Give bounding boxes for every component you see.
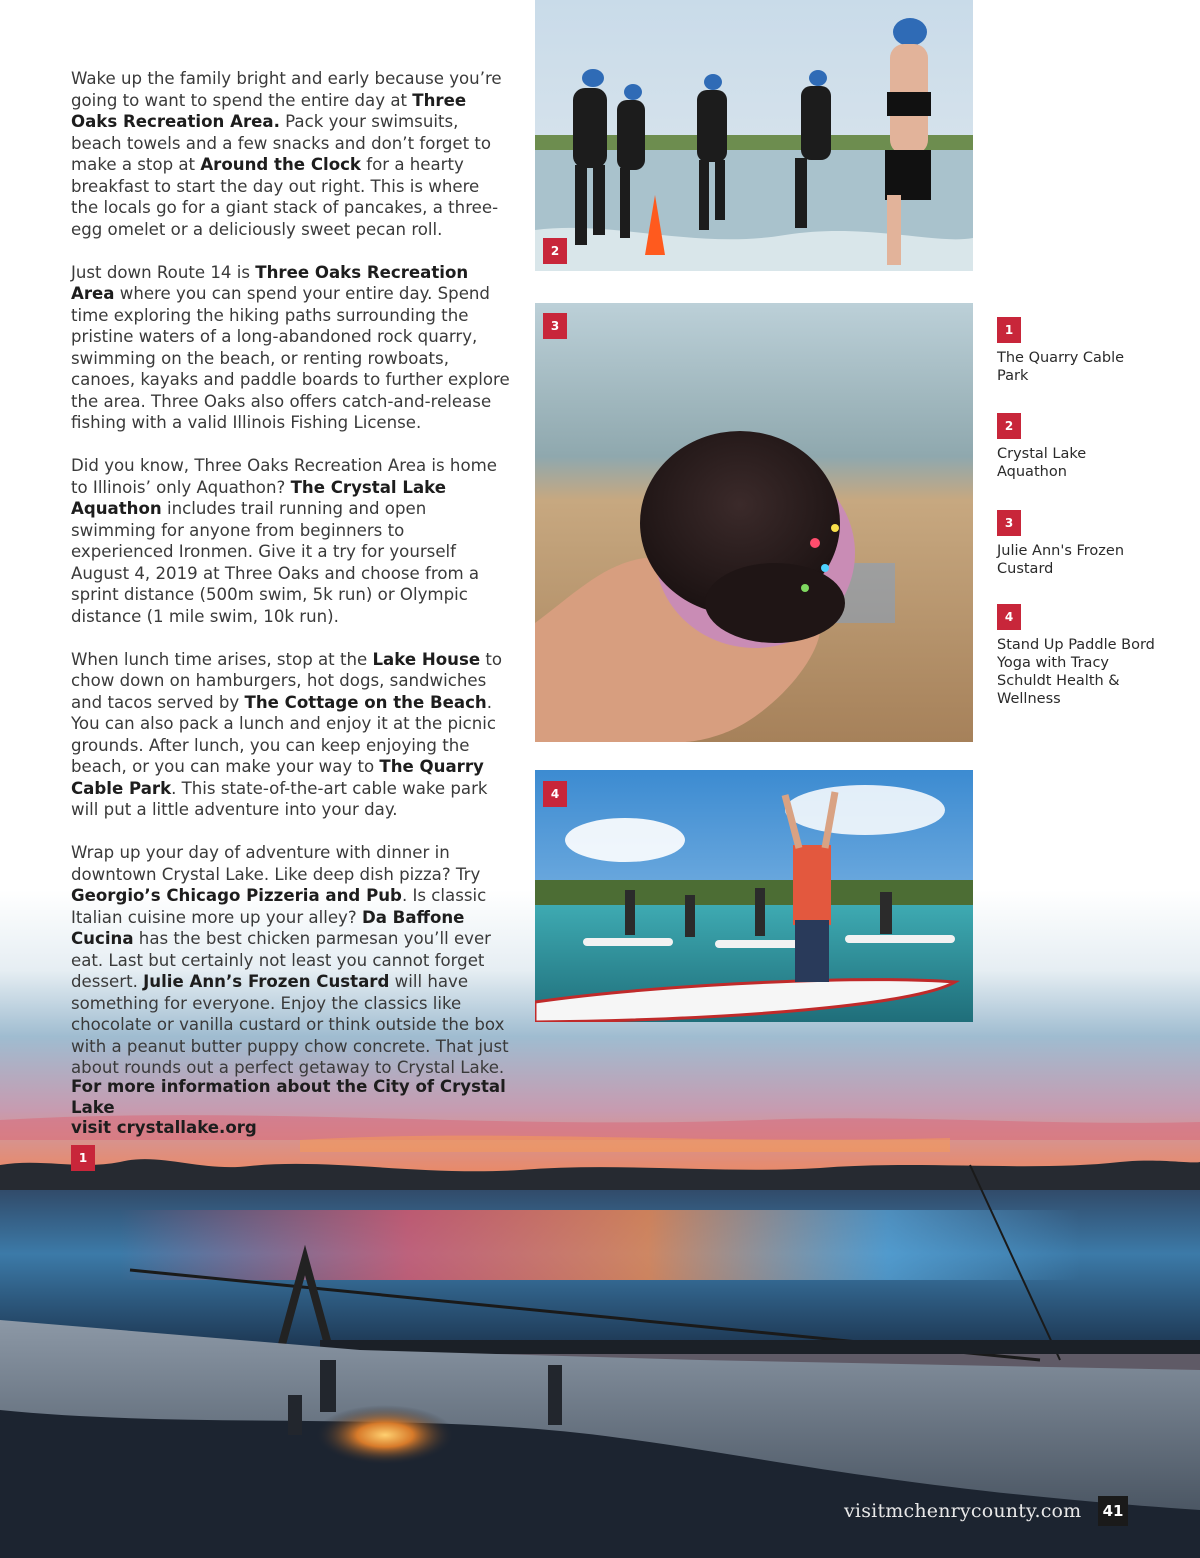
article-paragraph	[71, 455, 511, 627]
paragraph-text: will have something for everyone. Enjoy the classics like chocolate or vanilla custard or think outside the box with a peanut butter puppy chow concrete. That just about rounds out a perfect getaway to Crystal Lake.	[71, 972, 509, 1077]
photo-number-badge: 3	[543, 313, 567, 339]
caption-number-badge: 1	[997, 317, 1021, 343]
caption-text: Stand Up Paddle Bord Yoga with Tracy Schuldt Health & Wellness	[997, 637, 1155, 707]
caption-number-badge: 3	[997, 510, 1021, 536]
paragraph-text: Wake up the family bright and early because you’re going to want to spend the entire day at	[71, 69, 502, 110]
caption-text: The Quarry Cable Park	[997, 350, 1125, 384]
highlighted-place-name: The Cottage on the Beach	[244, 692, 487, 712]
paragraph-text: Did you know, Three Oaks Recreation Area is home to Illinois’ only Aquathon?	[71, 456, 497, 497]
paragraph-text: where you can spend your entire day. Spend time exploring the hiking paths surrounding the pristine waters of a long-abandoned rock quarry, swimming on the beach, or renting rowboats, canoes, kayaks and paddle boards to further explore the area. Three Oaks also offers catch-and-release fishing with a valid Illinois Fishing License.	[71, 284, 510, 432]
paragraph-text: includes trail running and open swimming for anyone from beginners to experienced Ironmen. Give it a try for yourself August 4, 2019 at Three Oaks and choose from a sprint distance (500m swim, 5k run) or Olympic distance (1 mile swim, 10k run).	[71, 499, 480, 626]
frozen-custard-sandwich-photo	[535, 303, 973, 742]
article-paragraph	[71, 68, 511, 240]
more-info-link[interactable]: visit crystallake.org	[71, 1118, 257, 1137]
photo-number-badge: 4	[543, 781, 567, 807]
highlighted-place-name: Lake House	[372, 649, 481, 669]
highlighted-place-name: Around the Clock	[200, 155, 361, 174]
paragraph-text: to chow down on hamburgers, hot dogs, sandwiches and tacos served by	[71, 649, 503, 712]
photo-caption	[997, 317, 1157, 385]
photo-number-badge: 1	[71, 1145, 95, 1171]
paragraph-text: Pack your swimsuits, beach towels and a few snacks and don’t forget to make a stop at	[71, 112, 492, 174]
paragraph-text: has the best chicken parmesan you’ll ever eat. Last but certainly not least you cannot forget dessert.	[71, 929, 492, 991]
more-info-note	[71, 1077, 511, 1139]
paragraph-text: for a hearty breakfast to start the day out right. This is where the locals go for a giant stack of pancakes, a three-egg omelet or a deliciously sweet pecan roll.	[71, 155, 499, 239]
article-paragraph	[71, 842, 511, 1079]
footer-website[interactable]: visitmchenrycounty.com	[844, 1500, 1082, 1522]
article-body	[71, 68, 511, 1100]
highlighted-place-name: The Quarry Cable Park	[71, 757, 484, 798]
photo-caption	[997, 510, 1157, 578]
highlighted-place-name: Three Oaks Recreation Area.	[71, 90, 467, 131]
paragraph-text: . This state-of-the-art cable wake park will put a little adventure into your day.	[71, 778, 488, 819]
caption-number-badge: 4	[997, 604, 1021, 630]
caption-text: Julie Ann's Frozen Custard	[997, 543, 1125, 577]
caption-text: Crystal Lake Aquathon	[997, 446, 1087, 480]
photo-number-badge: 2	[543, 238, 567, 264]
highlighted-place-name: Da Baffone Cucina	[71, 907, 465, 948]
article-paragraph	[71, 262, 511, 434]
highlighted-place-name: Georgio’s Chicago Pizzeria and Pub	[71, 886, 402, 905]
paragraph-text: Wrap up your day of adventure with dinner in downtown Crystal Lake. Like deep dish pizza? Try	[71, 843, 481, 884]
caption-number-badge: 2	[997, 413, 1021, 439]
highlighted-place-name: The Crystal Lake Aquathon	[71, 477, 446, 518]
article-paragraph	[71, 649, 511, 821]
highlighted-place-name: Julie Ann’s Frozen Custard	[143, 972, 390, 991]
highlighted-place-name: Three Oaks Recreation Area	[71, 262, 469, 303]
photo-caption	[997, 604, 1157, 708]
paragraph-text: . You can also pack a lunch and enjoy it at the picnic grounds. After lunch, you can keep enjoying the beach, or you can make your way to	[71, 692, 496, 776]
photo-caption	[997, 413, 1157, 481]
paragraph-text: Just down Route 14 is	[71, 262, 256, 282]
paragraph-text: . Is classic Italian cuisine more up your alley?	[71, 886, 487, 927]
aquathon-runners-photo	[535, 0, 973, 271]
paddle-board-yoga-photo	[535, 770, 973, 1022]
page-number: 41	[1098, 1496, 1128, 1526]
more-info-line: For more information about the City of Crystal Lake	[71, 1077, 506, 1117]
paragraph-text: When lunch time arises, stop at the	[71, 649, 373, 669]
